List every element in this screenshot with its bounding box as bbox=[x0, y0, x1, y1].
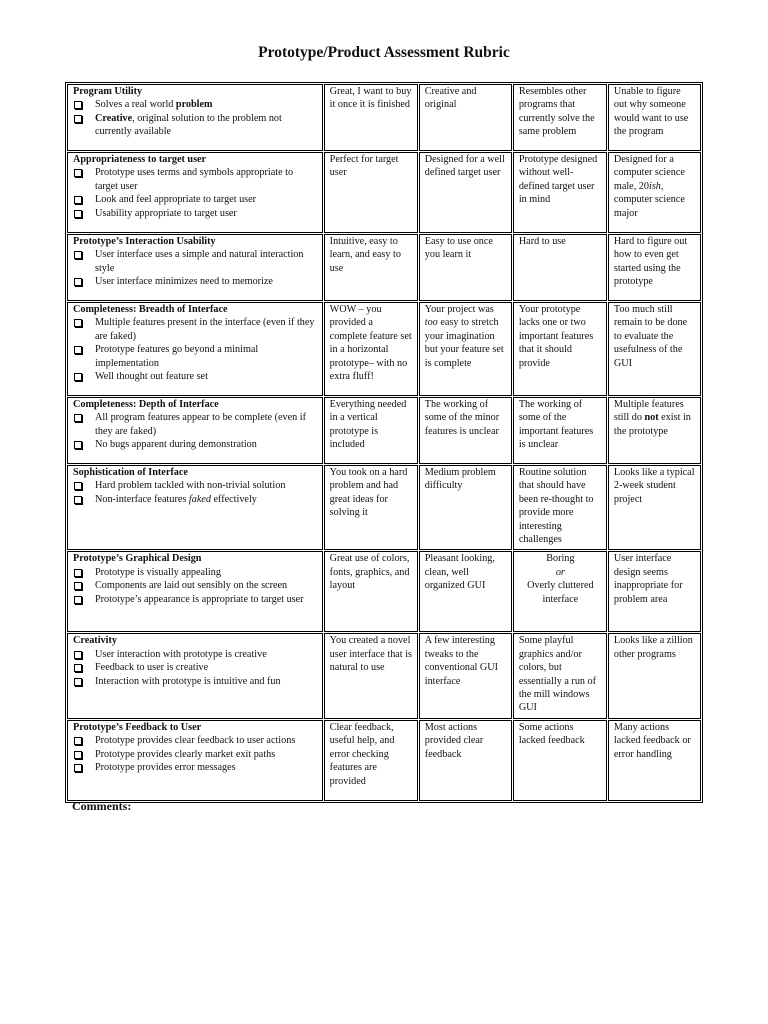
criteria-item bbox=[73, 675, 318, 688]
checkbox-icon bbox=[74, 678, 82, 686]
rating-cell-level-2 bbox=[419, 720, 512, 801]
text-run: exist in the prototype bbox=[613, 412, 691, 437]
text-run: Looks like a zillion other programs bbox=[613, 635, 693, 660]
rating-cell-level-2 bbox=[419, 633, 512, 718]
rating-cell-level-1 bbox=[324, 84, 418, 151]
rating-cell-level-3 bbox=[513, 302, 607, 396]
rating-cell-level-3 bbox=[513, 397, 607, 464]
text-run: User interface minimizes need to memorize bbox=[95, 276, 273, 288]
rubric-row bbox=[67, 302, 701, 396]
text-run: Prototype provides clear feedback to user actions bbox=[95, 735, 296, 747]
text-run: Prototype is visually appealing bbox=[95, 566, 221, 578]
rating-cell-level-1 bbox=[324, 302, 418, 396]
text-run: Most actions provided clear feedback bbox=[424, 721, 484, 760]
text-run: Medium problem difficulty bbox=[424, 467, 496, 492]
criteria-item bbox=[73, 112, 318, 139]
checkbox-icon bbox=[74, 115, 82, 123]
checkbox-icon bbox=[74, 664, 82, 672]
criteria-item bbox=[73, 493, 318, 506]
criteria-heading: Prototype’s Feedback to User bbox=[73, 721, 202, 733]
criteria-cell bbox=[67, 152, 323, 233]
criteria-item bbox=[73, 343, 318, 370]
criteria-cell bbox=[67, 633, 323, 718]
text-run: problem bbox=[175, 99, 213, 111]
text-run: Creative and original bbox=[424, 86, 477, 111]
rating-cell-level-2 bbox=[419, 465, 512, 550]
rubric-row bbox=[67, 720, 701, 801]
rating-cell-level-4 bbox=[608, 152, 701, 233]
text-run: Too much still remain to be done to evaluate the usefulness of the GUI bbox=[613, 304, 688, 369]
criteria-list bbox=[73, 734, 318, 774]
text-run: The working of some of the important features is unclear bbox=[518, 399, 594, 451]
text-run: Prototype’s appearance is appropriate to target user bbox=[95, 593, 304, 605]
text-run: , computer science major bbox=[613, 180, 685, 219]
checkbox-icon bbox=[74, 346, 82, 354]
criteria-cell bbox=[67, 84, 323, 151]
text-run: Great use of colors, fonts, graphics, and layout bbox=[329, 553, 410, 592]
criteria-list bbox=[73, 316, 318, 383]
text-run: Intuitive, easy to learn, and easy to use bbox=[329, 236, 401, 274]
rating-cell-level-3 bbox=[513, 234, 607, 301]
text-run: No bugs apparent during demonstration bbox=[95, 439, 257, 451]
checkbox-icon bbox=[74, 596, 82, 604]
text-run: Look and feel appropriate to target user bbox=[95, 194, 257, 206]
rating-cell-level-1 bbox=[324, 551, 418, 632]
text-run: easy to stretch your imagination but your feature set is complete bbox=[424, 317, 504, 369]
rubric-table bbox=[65, 82, 703, 803]
text-run: Non-interface features bbox=[95, 493, 189, 505]
rubric-row bbox=[67, 84, 701, 151]
criteria-item bbox=[73, 193, 318, 206]
criteria-item bbox=[73, 438, 318, 451]
checkbox-icon bbox=[74, 482, 82, 490]
criteria-cell bbox=[67, 302, 323, 396]
criteria-item bbox=[73, 370, 318, 383]
criteria-heading: Program Utility bbox=[73, 86, 143, 97]
rubric-row bbox=[67, 633, 701, 718]
criteria-item bbox=[73, 248, 318, 275]
checkbox-icon bbox=[74, 414, 82, 422]
text-run: or bbox=[555, 566, 565, 578]
checkbox-icon bbox=[74, 169, 82, 177]
criteria-item bbox=[73, 275, 318, 288]
text-run: too bbox=[424, 317, 438, 329]
rating-cell-level-4 bbox=[608, 84, 701, 151]
text-run: Creative bbox=[95, 112, 133, 124]
criteria-list bbox=[73, 98, 318, 138]
rating-cell-level-4 bbox=[608, 465, 701, 550]
text-run: , original solution to the problem not currently available bbox=[95, 112, 282, 138]
criteria-heading: Prototype’s Graphical Design bbox=[73, 553, 202, 565]
rating-cell-level-1 bbox=[324, 234, 418, 301]
text-run: Prototype features go beyond a minimal implementation bbox=[95, 344, 259, 369]
text-run: Perfect for target user bbox=[329, 154, 399, 179]
rating-cell-level-1 bbox=[324, 465, 418, 550]
text-run: Unable to figure out why someone would want to use the program bbox=[613, 86, 689, 138]
text-run: faked bbox=[188, 493, 211, 505]
rating-cell-level-2 bbox=[419, 551, 512, 632]
text-run: Your project was bbox=[424, 304, 494, 315]
text-run: Hard to figure out how to even get started using the prototype bbox=[613, 236, 688, 288]
rating-cell-level-4 bbox=[608, 720, 701, 801]
criteria-item bbox=[73, 479, 318, 492]
text-run: You created a novel user interface that is natural to use bbox=[329, 635, 412, 674]
rating-cell-level-2 bbox=[419, 302, 512, 396]
text-run: User interface design seems inappropriate for problem area bbox=[613, 553, 683, 605]
checkbox-icon bbox=[74, 737, 82, 745]
checkbox-icon bbox=[74, 373, 82, 381]
text-run: ish bbox=[648, 180, 661, 192]
criteria-list bbox=[73, 166, 318, 220]
text-run: Designed for a computer science male, 20 bbox=[613, 154, 685, 192]
text-run: Resembles other programs that currently solve the same problem bbox=[518, 86, 595, 138]
criteria-heading: Appropriateness to target user bbox=[73, 154, 207, 165]
text-run: Prototype provides clearly market exit paths bbox=[95, 748, 276, 760]
text-run: You took on a hard problem and had great ideas for solving it bbox=[329, 467, 408, 519]
rating-cell-level-3 bbox=[513, 720, 607, 801]
checkbox-icon bbox=[74, 251, 82, 259]
criteria-item bbox=[73, 593, 318, 606]
text-run: Great, I want to buy it once it is finished bbox=[329, 86, 412, 111]
checkbox-icon bbox=[74, 651, 82, 659]
text-run: WOW – you provided a complete feature set in a horizontal prototype– with no extra fluff! bbox=[329, 304, 412, 383]
rating-cell-level-1 bbox=[324, 397, 418, 464]
criteria-item bbox=[73, 579, 318, 592]
criteria-cell bbox=[67, 234, 323, 301]
rating-cell-level-1 bbox=[324, 633, 418, 718]
criteria-heading: Prototype’s Interaction Usability bbox=[73, 236, 216, 247]
criteria-cell bbox=[67, 720, 323, 801]
criteria-item bbox=[73, 207, 318, 220]
checkbox-icon bbox=[74, 101, 82, 109]
rating-cell-level-3 bbox=[513, 84, 607, 151]
text-run: Designed for a well defined target user bbox=[424, 154, 505, 179]
text-run: Usability appropriate to target user bbox=[95, 207, 237, 219]
rubric-row bbox=[67, 234, 701, 301]
criteria-item bbox=[73, 98, 318, 111]
criteria-list bbox=[73, 566, 318, 606]
rubric-row bbox=[67, 551, 701, 632]
rating-cell-level-4 bbox=[608, 397, 701, 464]
text-run: Multiple features still do bbox=[613, 399, 684, 424]
rating-cell-level-2 bbox=[419, 84, 512, 151]
checkbox-icon bbox=[74, 196, 82, 204]
criteria-item bbox=[73, 761, 318, 774]
text-run: User interaction with prototype is creative bbox=[95, 648, 267, 660]
text-run: Interaction with prototype is intuitive and fun bbox=[95, 675, 281, 687]
rubric-row bbox=[67, 152, 701, 233]
checkbox-icon bbox=[74, 582, 82, 590]
criteria-list bbox=[73, 411, 318, 451]
text-run: Solves a real world bbox=[95, 99, 176, 111]
text-run: Looks like a typical 2-week student project bbox=[613, 467, 695, 505]
text-run: Many actions lacked feedback or error handling bbox=[613, 721, 691, 760]
rating-cell-level-4 bbox=[608, 551, 701, 632]
criteria-heading: Sophistication of Interface bbox=[73, 467, 188, 478]
criteria-item bbox=[73, 648, 318, 661]
text-run: effectively bbox=[210, 493, 257, 505]
text-run: Overly cluttered interface bbox=[527, 580, 594, 605]
text-run: Hard problem tackled with non-trivial solution bbox=[95, 480, 286, 492]
criteria-heading: Creativity bbox=[73, 635, 117, 647]
checkbox-icon bbox=[74, 751, 82, 759]
text-run: Prototype uses terms and symbols appropriate to target user bbox=[95, 167, 294, 192]
criteria-item bbox=[73, 748, 318, 761]
text-run: Your prototype lacks one or two important features that it should provide bbox=[518, 304, 594, 369]
text-run: Well thought out feature set bbox=[95, 371, 208, 383]
criteria-list bbox=[73, 648, 318, 688]
text-run: Routine solution that should have been re-thought to provide more interesting challenges bbox=[518, 467, 594, 546]
criteria-item bbox=[73, 734, 318, 747]
criteria-item bbox=[73, 316, 318, 343]
criteria-list bbox=[73, 479, 318, 506]
rating-cell-level-3 bbox=[513, 551, 607, 632]
checkbox-icon bbox=[74, 278, 82, 286]
checkbox-icon bbox=[74, 210, 82, 218]
criteria-cell bbox=[67, 465, 323, 550]
text-run: Prototype designed without well-defined target user in mind bbox=[518, 154, 598, 206]
criteria-cell bbox=[67, 397, 323, 464]
rubric-row bbox=[67, 397, 701, 464]
text-run: The working of some of the minor features is unclear bbox=[424, 399, 500, 437]
rating-cell-level-4 bbox=[608, 633, 701, 718]
rating-cell-level-3 bbox=[513, 465, 607, 550]
rating-cell-level-2 bbox=[419, 397, 512, 464]
rating-cell-level-3 bbox=[513, 152, 607, 233]
criteria-list bbox=[73, 248, 318, 288]
checkbox-icon bbox=[74, 441, 82, 449]
page-title: Prototype/Product Assessment Rubric bbox=[258, 44, 510, 61]
rubric-row bbox=[67, 465, 701, 550]
text-run: Components are laid out sensibly on the screen bbox=[95, 580, 288, 592]
criteria-item bbox=[73, 411, 318, 438]
rating-cell-level-4 bbox=[608, 234, 701, 301]
checkbox-icon bbox=[74, 569, 82, 577]
criteria-item bbox=[73, 166, 318, 193]
text-run: All program features appear to be complete (even if they are faked) bbox=[95, 412, 307, 437]
text-run: A few interesting tweaks to the conventional GUI interface bbox=[424, 635, 499, 687]
text-run: User interface uses a simple and natural interaction style bbox=[95, 249, 304, 274]
text-run: Clear feedback, useful help, and error checking features are provided bbox=[329, 721, 395, 787]
rating-cell-level-1 bbox=[324, 152, 418, 233]
rating-cell-level-1 bbox=[324, 720, 418, 801]
criteria-item bbox=[73, 566, 318, 579]
text-run: Some playful graphics and/or colors, but essentially a run of the mill windows GUI bbox=[518, 635, 597, 714]
rating-cell-level-4 bbox=[608, 302, 701, 396]
text-run: Feedback to user is creative bbox=[95, 662, 209, 674]
text-run: Easy to use once you learn it bbox=[424, 236, 493, 261]
criteria-cell bbox=[67, 551, 323, 632]
text-run: Everything needed in a vertical prototype is included bbox=[329, 399, 407, 451]
text-run: Multiple features present in the interface (even if they are faked) bbox=[95, 317, 315, 342]
checkbox-icon bbox=[74, 764, 82, 772]
checkbox-icon bbox=[74, 496, 82, 504]
criteria-heading: Completeness: Breadth of Interface bbox=[73, 304, 228, 315]
text-run: Prototype provides error messages bbox=[95, 762, 236, 774]
text-run: not bbox=[644, 412, 659, 424]
checkbox-icon bbox=[74, 319, 82, 327]
criteria-heading: Completeness: Depth of Interface bbox=[73, 399, 219, 410]
rating-cell-level-2 bbox=[419, 152, 512, 233]
text-run: Boring bbox=[546, 553, 575, 565]
text-run: Hard to use bbox=[518, 236, 566, 247]
rating-cell-level-3 bbox=[513, 633, 607, 718]
criteria-item bbox=[73, 661, 318, 674]
text-run: Some actions lacked feedback bbox=[518, 721, 585, 747]
text-run: Pleasant looking, clean, well organized GUI bbox=[424, 553, 495, 592]
rating-cell-level-2 bbox=[419, 234, 512, 301]
comments-label: Comments: bbox=[72, 799, 132, 813]
